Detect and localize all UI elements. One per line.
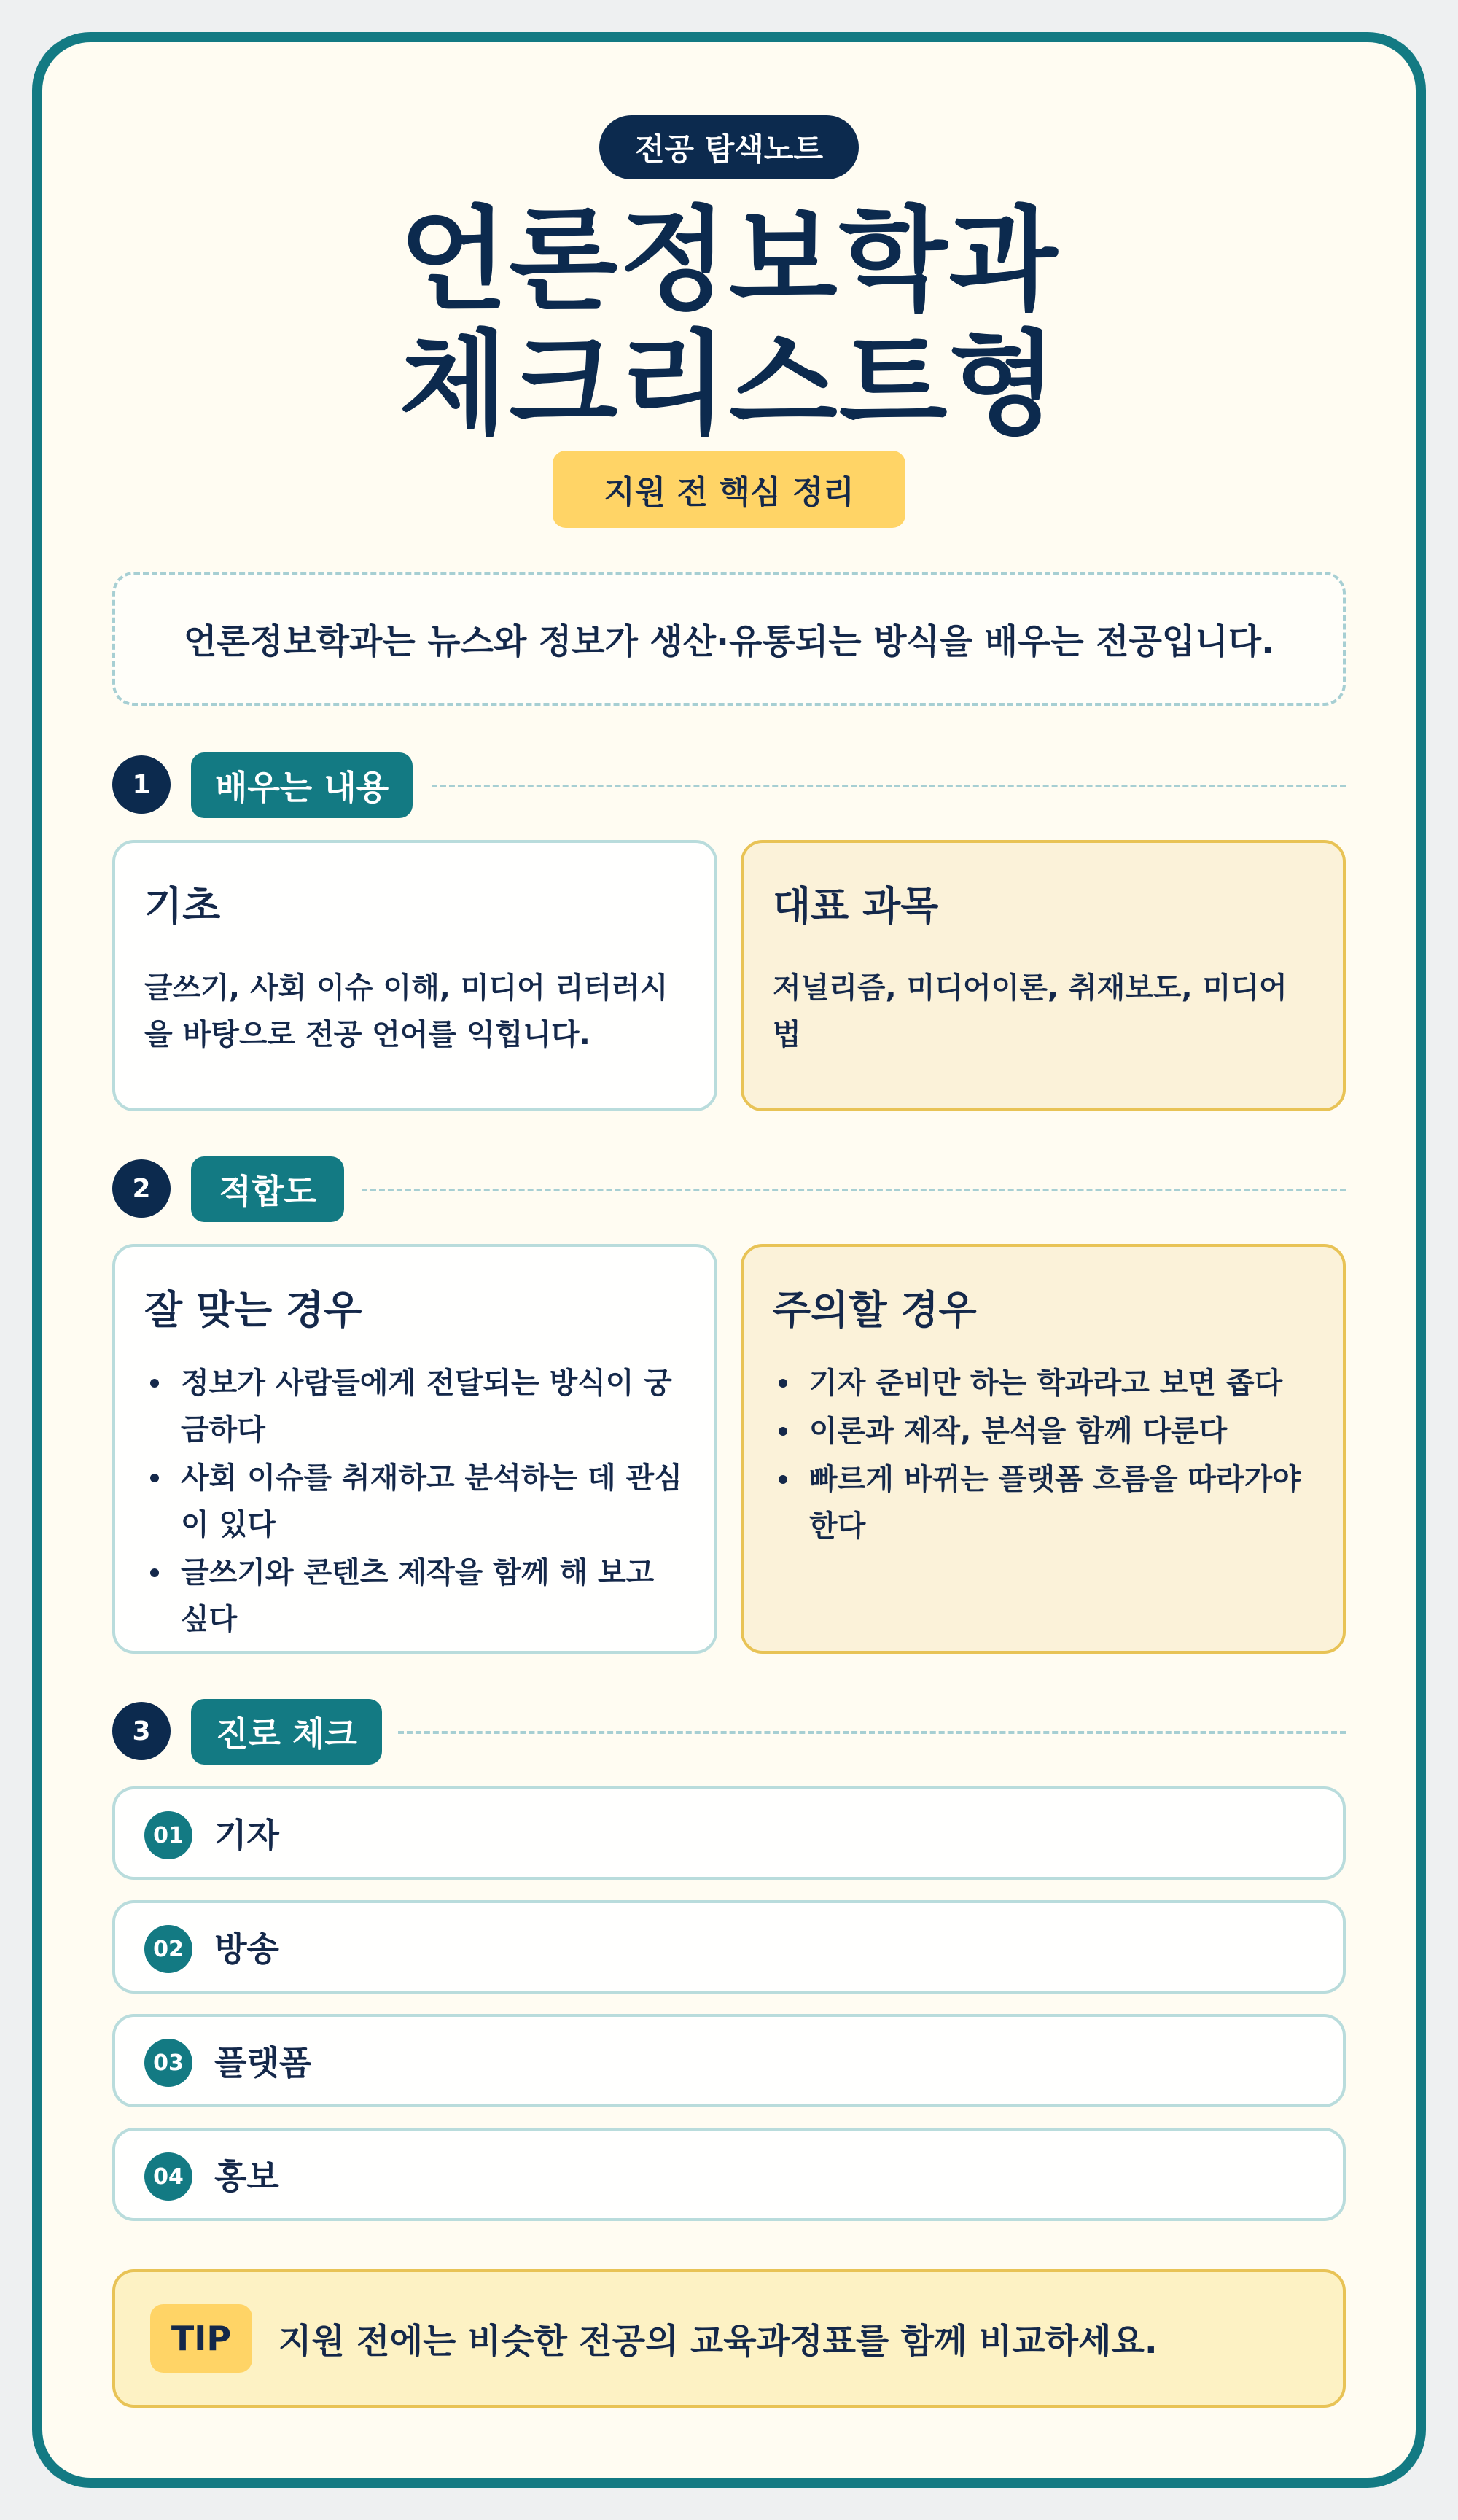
- basics-text: 글쓰기, 사회 이슈 이해, 미디어 리터러시을 바탕으로 전공 언어를 익힙니다.: [144, 971, 668, 1051]
- list-item: 정보가 사람들에게 전달되는 방식이 궁금하다: [144, 1360, 685, 1453]
- section-divider: [362, 1189, 1346, 1191]
- basics-card: [112, 840, 717, 1111]
- subjects-heading: 대표 과목: [773, 883, 939, 929]
- intro-text: 언론정보학과는 뉴스와 정보가 생산·유통되는 방식을 배우는 전공입니다.: [184, 621, 1274, 662]
- career-item-broadcast: [112, 1900, 1346, 1994]
- section-divider: [432, 785, 1346, 788]
- good-fit-heading: 잘 맞는 경우: [144, 1287, 362, 1333]
- good-fit-card: [112, 1244, 717, 1654]
- section-number-2: 2: [112, 1159, 171, 1218]
- page-title-line2: 체크리스트형: [399, 319, 1059, 450]
- tip-box: [112, 2269, 1346, 2408]
- section-number-3: 3: [112, 1702, 171, 1760]
- subtitle-badge: 지원 전 핵심 정리: [553, 451, 905, 528]
- career-item-pr: [112, 2128, 1346, 2221]
- caution-list: [773, 1360, 1314, 1549]
- caution-heading: 주의할 경우: [773, 1287, 977, 1333]
- basics-heading: 기초: [144, 883, 221, 929]
- career-item-reporter: [112, 1786, 1346, 1880]
- eyebrow-badge: 전공 탐색노트: [599, 115, 859, 179]
- career-label: 플랫폼: [214, 2043, 312, 2082]
- list-item: 글쓰기와 콘텐츠 제작을 함께 해 보고 싶다: [144, 1549, 685, 1643]
- tip-text: 지원 전에는 비슷한 전공의 교육과정표를 함께 비교하세요.: [278, 2321, 1158, 2362]
- caution-card: [741, 1244, 1346, 1654]
- list-item: 이론과 제작, 분석을 함께 다룬다: [773, 1408, 1314, 1455]
- list-item: 사회 이슈를 취재하고 분석하는 데 관심이 있다: [144, 1455, 685, 1548]
- career-number-badge: 02: [144, 1925, 192, 1973]
- section-title-fit: 적합도: [191, 1156, 344, 1222]
- career-label: 방송: [214, 1929, 279, 1969]
- section-title-learn: 배우는 내용: [191, 752, 413, 818]
- career-number-badge: 01: [144, 1811, 192, 1859]
- career-item-platform: [112, 2014, 1346, 2107]
- career-label: 기자: [214, 1816, 279, 1855]
- good-fit-list: [144, 1360, 685, 1643]
- list-item: 빠르게 바뀌는 플랫폼 흐름을 따라가야 한다: [773, 1456, 1314, 1549]
- career-label: 홍보: [214, 2157, 279, 2196]
- subjects-text: 저널리즘, 미디어이론, 취재보도, 미디어법: [773, 971, 1287, 1051]
- tip-tag: TIP: [150, 2304, 252, 2373]
- section-divider: [398, 1731, 1346, 1734]
- intro-box: [112, 572, 1346, 706]
- section-number-1: 1: [112, 755, 171, 814]
- career-number-badge: 03: [144, 2039, 192, 2087]
- career-number-badge: 04: [144, 2152, 192, 2201]
- subjects-card: [741, 840, 1346, 1111]
- page-title-line1: 언론정보학과: [399, 195, 1059, 326]
- list-item: 기자 준비만 하는 학과라고 보면 좁다: [773, 1360, 1314, 1407]
- section-title-career: 진로 체크: [191, 1699, 382, 1765]
